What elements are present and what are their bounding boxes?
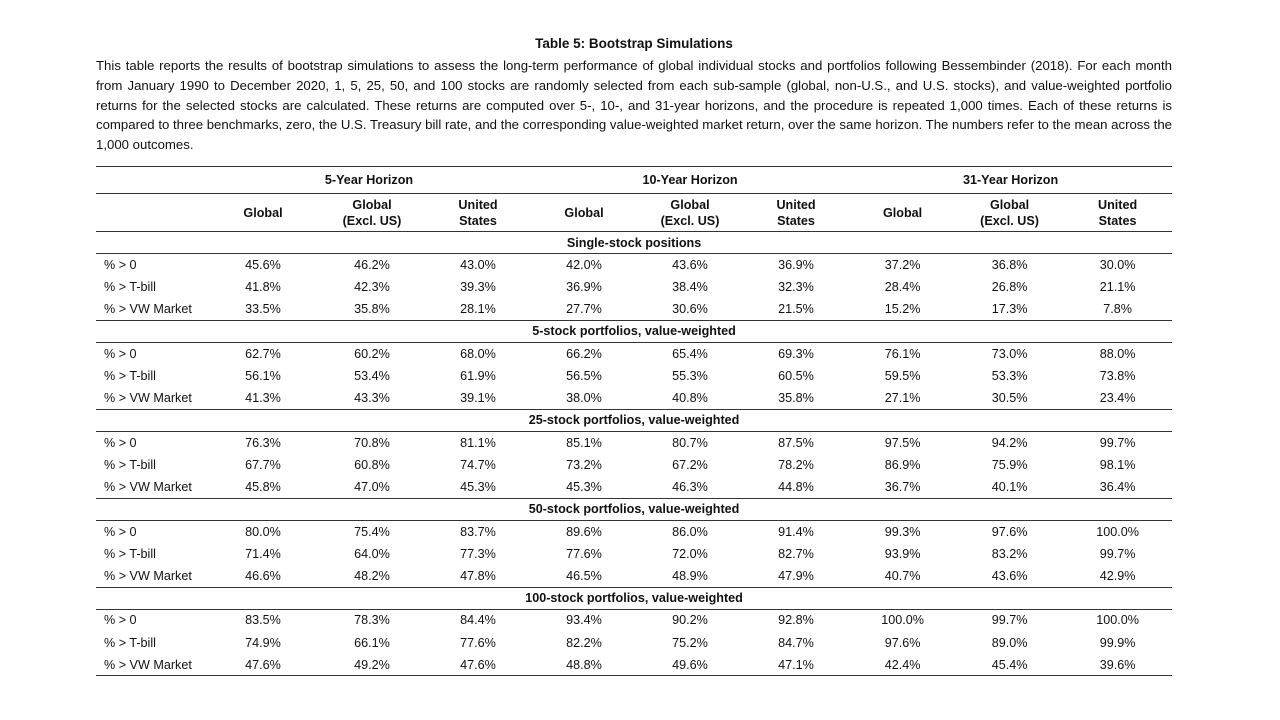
table-cell: 35.8% [319, 298, 425, 320]
section-title: 25-stock portfolios, value-weighted [96, 409, 1172, 431]
table-title: Table 5: Bootstrap Simulations [535, 36, 733, 51]
section-header-row [96, 587, 1172, 609]
table-cell: 46.2% [354, 257, 390, 272]
table-cell: 53.3% [991, 368, 1028, 383]
table-cell: 99.3% [884, 524, 921, 539]
table-cell: 78.2% [778, 457, 814, 472]
table-cell: 44.8% [743, 476, 849, 498]
table-cell: 46.6% [207, 565, 319, 587]
horizon-header-10yr: 10-Year Horizon [531, 167, 849, 194]
table-cell: 59.5% [884, 368, 921, 383]
table-cell: 88.0% [1099, 346, 1136, 361]
table-cell: 42.3% [354, 279, 390, 294]
row-label: % > VW Market [96, 298, 207, 320]
table-cell: 39.3% [460, 279, 496, 294]
table-caption: This table reports the results of bootstrap simulations to assess the long-term performance of global individual stocks and portfolios following Bessembinder (2018). For each month from January 1990 to December 2020, 1, 5, 25, 50, and 100 stocks are randomly selected from each sub-sample (global, non-U.S., and U.S. stocks), and value-weighted portfolio returns for the selected stocks are calculated. These returns are computed over 5-, 10-, and 31-year horizons, and the procedure is repeated 1,000 times. Each of these returns is compared to three benchmarks, zero, the U.S. Treasury bill rate, and the corresponding value-weighted market return, over the same horizon. The numbers refer to the mean across the 1,000 outcomes. [96, 58, 1172, 153]
table-cell: 74.7% [460, 457, 496, 472]
table-cell: 17.3% [956, 298, 1063, 320]
table-cell: 45.3% [425, 476, 531, 498]
table-cell: 45.6% [245, 257, 281, 272]
table-cell: 23.4% [1063, 387, 1172, 409]
table-cell: 70.8% [354, 435, 390, 450]
table-cell: 56.1% [245, 368, 281, 383]
column-header [319, 194, 425, 232]
table-cell: 93.4% [566, 613, 602, 628]
table-cell: 30.0% [1099, 257, 1136, 272]
table-cell: 43.6% [672, 257, 708, 272]
table-cell: 47.8% [425, 565, 531, 587]
column-header [531, 194, 637, 232]
table-cell: 27.7% [531, 298, 637, 320]
table-cell: 73.0% [991, 346, 1028, 361]
column-header-line1: Global [243, 205, 283, 220]
table-cell: 49.6% [637, 654, 743, 676]
table-cell: 91.4% [778, 524, 814, 539]
table-cell: 100.0% [1096, 613, 1139, 628]
table-cell: 84.7% [778, 635, 814, 650]
row-label: % > VW Market [96, 476, 207, 498]
column-header [956, 194, 1063, 232]
table-cell: 69.3% [778, 346, 814, 361]
column-header-line2: States [459, 213, 497, 228]
table-cell: 75.4% [354, 524, 390, 539]
table-cell: 76.3% [245, 435, 281, 450]
table-cell: 97.5% [884, 435, 921, 450]
table-cell: 39.6% [1063, 654, 1172, 676]
table-cell: 86.9% [884, 457, 921, 472]
row-label: % > T-bill [104, 457, 156, 472]
row-label: % > T-bill [104, 635, 156, 650]
table-cell: 85.1% [566, 435, 602, 450]
table-cell: 36.7% [849, 476, 956, 498]
column-header-line1: United [776, 197, 816, 212]
section-title: 100-stock portfolios, value-weighted [96, 587, 1172, 609]
table-cell: 67.7% [245, 457, 281, 472]
table-row [96, 609, 1172, 631]
table-cell: 32.3% [778, 279, 814, 294]
table-cell: 75.2% [672, 635, 708, 650]
table-cell: 94.2% [991, 435, 1028, 450]
table-cell: 41.3% [207, 387, 319, 409]
table-row [96, 565, 1172, 587]
table-cell: 78.3% [354, 613, 390, 628]
table-row [96, 454, 1172, 476]
table-cell: 97.6% [991, 524, 1028, 539]
column-header-line2: (Excl. US) [660, 213, 720, 228]
table-cell: 39.1% [425, 387, 531, 409]
column-header [849, 194, 956, 232]
section-title: Single-stock positions [96, 232, 1172, 254]
table-cell: 47.6% [425, 654, 531, 676]
table-row [96, 365, 1172, 387]
table-cell: 62.7% [245, 346, 281, 361]
table-row [96, 631, 1172, 653]
column-header-row [96, 194, 1172, 232]
table-cell: 21.1% [1099, 279, 1136, 294]
table-cell: 60.5% [778, 368, 814, 383]
table-cell: 61.9% [460, 368, 496, 383]
table-cell: 56.5% [566, 368, 602, 383]
column-header [425, 194, 531, 232]
table-cell: 15.2% [849, 298, 956, 320]
row-label: % > 0 [104, 257, 137, 272]
row-label: % > VW Market [96, 654, 207, 676]
table-cell: 45.8% [207, 476, 319, 498]
table-cell: 60.2% [354, 346, 390, 361]
row-label: % > 0 [104, 435, 137, 450]
column-header-line2: States [1098, 213, 1137, 228]
table-cell: 35.8% [743, 387, 849, 409]
table-cell: 46.5% [531, 565, 637, 587]
table-row [96, 276, 1172, 298]
column-header-line2: (Excl. US) [980, 213, 1039, 228]
table-cell: 65.4% [672, 346, 708, 361]
section-header-row [96, 232, 1172, 254]
table-cell: 76.1% [884, 346, 921, 361]
table-cell: 82.7% [778, 546, 814, 561]
column-header-line1: United [1097, 197, 1138, 212]
table-cell: 33.5% [207, 298, 319, 320]
table-cell: 97.6% [884, 635, 921, 650]
table-cell: 28.1% [425, 298, 531, 320]
table-cell: 36.8% [991, 257, 1028, 272]
table-cell: 36.9% [778, 257, 814, 272]
section-header-row [96, 320, 1172, 342]
table-body [96, 232, 1172, 676]
horizon-header-31yr: 31-Year Horizon [849, 167, 1172, 194]
table-cell: 37.2% [884, 257, 921, 272]
table-cell: 99.9% [1099, 635, 1136, 650]
section-title: 50-stock portfolios, value-weighted [96, 498, 1172, 520]
table-cell: 45.4% [956, 654, 1063, 676]
table-cell: 42.4% [849, 654, 956, 676]
table-cell: 28.4% [884, 279, 921, 294]
table-cell: 55.3% [672, 368, 708, 383]
table-cell: 46.3% [637, 476, 743, 498]
table-cell: 74.9% [245, 635, 281, 650]
table-cell: 41.8% [245, 279, 281, 294]
table-cell: 48.9% [637, 565, 743, 587]
column-header [743, 194, 849, 232]
table-row [96, 654, 1172, 676]
table-cell: 83.5% [245, 613, 281, 628]
table-cell: 89.6% [566, 524, 602, 539]
table-cell: 48.8% [531, 654, 637, 676]
table-row [96, 431, 1172, 453]
row-label: % > 0 [104, 524, 137, 539]
table-cell: 45.3% [531, 476, 637, 498]
table-cell: 26.8% [991, 279, 1028, 294]
table-cell: 60.8% [354, 457, 390, 472]
table-row [96, 542, 1172, 564]
table-cell: 47.9% [743, 565, 849, 587]
row-label: % > T-bill [104, 279, 156, 294]
table-cell: 99.7% [1099, 546, 1136, 561]
row-label: % > T-bill [104, 368, 156, 383]
table-cell: 80.0% [245, 524, 281, 539]
table-cell: 100.0% [1096, 524, 1139, 539]
table-cell: 64.0% [354, 546, 390, 561]
table-row [96, 254, 1172, 276]
row-label: % > VW Market [96, 387, 207, 409]
table-cell: 40.7% [849, 565, 956, 587]
table-cell: 7.8% [1063, 298, 1172, 320]
table-cell: 92.8% [778, 613, 814, 628]
table-cell: 72.0% [672, 546, 708, 561]
table-cell: 21.5% [743, 298, 849, 320]
row-label: % > 0 [104, 346, 137, 361]
table-row [96, 520, 1172, 542]
table-cell: 66.2% [566, 346, 602, 361]
row-label: % > 0 [104, 613, 137, 628]
horizon-header-5yr: 5-Year Horizon [207, 167, 531, 194]
table-cell: 66.1% [354, 635, 390, 650]
table-cell: 47.1% [743, 654, 849, 676]
column-header-line2: States [777, 213, 815, 228]
table-cell: 87.5% [778, 435, 814, 450]
table-cell: 53.4% [354, 368, 390, 383]
table-cell: 73.2% [566, 457, 602, 472]
table-cell: 38.4% [672, 279, 708, 294]
table-cell: 30.5% [956, 387, 1063, 409]
table-row [96, 342, 1172, 364]
column-header-line1: Global [670, 197, 710, 212]
table-cell: 89.0% [991, 635, 1028, 650]
table-cell: 73.8% [1099, 368, 1136, 383]
horizon-header-row [96, 167, 1172, 194]
table-cell: 49.2% [319, 654, 425, 676]
section-title: 5-stock portfolios, value-weighted [96, 320, 1172, 342]
column-header-line2: (Excl. US) [342, 213, 402, 228]
table-cell: 81.1% [460, 435, 496, 450]
table-cell: 77.6% [566, 546, 602, 561]
table-cell: 30.6% [637, 298, 743, 320]
table-cell: 82.2% [566, 635, 602, 650]
table-cell: 43.3% [319, 387, 425, 409]
table-cell: 43.6% [956, 565, 1063, 587]
table-cell: 42.9% [1063, 565, 1172, 587]
table-cell: 90.2% [672, 613, 708, 628]
column-header-line1: Global [352, 197, 392, 212]
table-cell: 68.0% [460, 346, 496, 361]
table-cell: 47.0% [319, 476, 425, 498]
section-header-row [96, 409, 1172, 431]
table-cell: 40.1% [956, 476, 1063, 498]
column-header-line1: Global [564, 205, 604, 220]
header-spacer [96, 194, 207, 232]
table-cell: 42.0% [566, 257, 602, 272]
table-row [96, 298, 1172, 320]
table-cell: 48.2% [319, 565, 425, 587]
table-cell: 86.0% [672, 524, 708, 539]
table-cell: 38.0% [531, 387, 637, 409]
table-cell: 77.3% [460, 546, 496, 561]
table-cell: 67.2% [672, 457, 708, 472]
column-header [207, 194, 319, 232]
table-row [96, 387, 1172, 409]
table-cell: 43.0% [460, 257, 496, 272]
table-cell: 100.0% [881, 613, 924, 628]
table-cell: 83.7% [460, 524, 496, 539]
table-cell: 99.7% [1099, 435, 1136, 450]
table-cell: 40.8% [637, 387, 743, 409]
column-header-line1: Global [882, 205, 923, 220]
header-spacer [96, 167, 207, 194]
table-cell: 80.7% [672, 435, 708, 450]
column-header-line1: United [458, 197, 498, 212]
table-row [96, 476, 1172, 498]
table-cell: 83.2% [991, 546, 1028, 561]
column-header [1063, 194, 1172, 232]
row-label: % > VW Market [96, 565, 207, 587]
table-cell: 84.4% [460, 613, 496, 628]
column-header-line1: Global [989, 197, 1030, 212]
table-cell: 47.6% [207, 654, 319, 676]
table-cell: 36.4% [1063, 476, 1172, 498]
column-header [637, 194, 743, 232]
table-cell: 99.7% [991, 613, 1028, 628]
table-cell: 77.6% [460, 635, 496, 650]
table-cell: 36.9% [566, 279, 602, 294]
table-cell: 27.1% [849, 387, 956, 409]
table-cell: 93.9% [884, 546, 921, 561]
results-table [96, 166, 1172, 676]
section-header-row [96, 498, 1172, 520]
row-label: % > T-bill [104, 546, 156, 561]
table-cell: 71.4% [245, 546, 281, 561]
table-cell: 98.1% [1099, 457, 1136, 472]
table-cell: 75.9% [991, 457, 1028, 472]
